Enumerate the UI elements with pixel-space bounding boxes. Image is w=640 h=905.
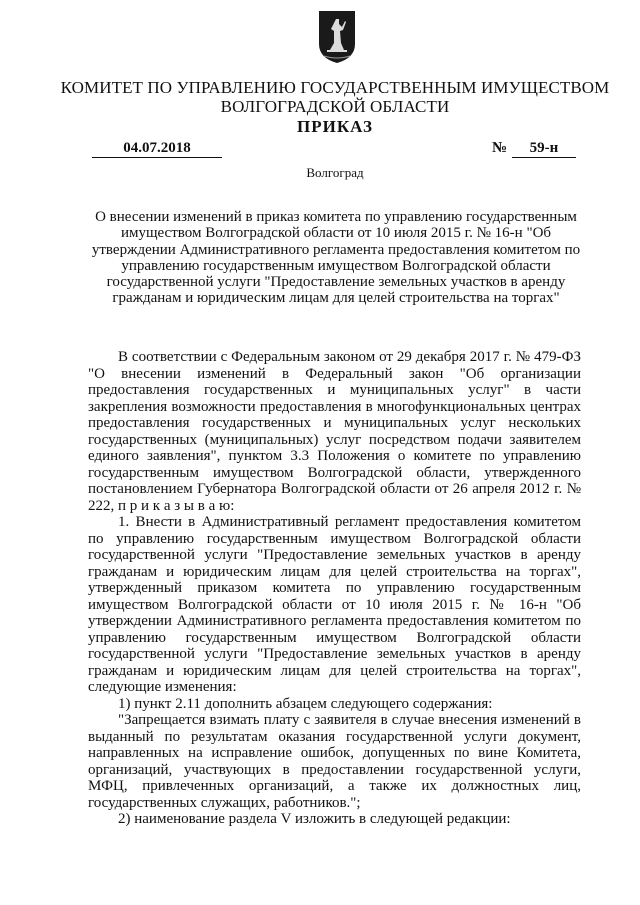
document-number: 59-н (512, 139, 576, 158)
body-paragraph-2: 1. Внести в Административный регламент предоставления комитетом по управлению государственным имуществом Волгоградской области государственной услуги "Предоставление земельных участков в аренду гражданам и юридическим лицам для целей строительства на торгах", утвержденный приказом комитета по управлению государственным имуществом Волгоградской области от 10 июля 2015 г. № 16-н "Об утверждении Административного регламента предоставления комитетом по управлению государственным имуществом Волгоградской области государственной услуги "Предоставление земельных участков в аренду гражданам и юридическим лицам для целей строительства на торгах", следующие изменения: (88, 514, 581, 695)
document-number-label: № (492, 140, 508, 156)
body-paragraph-5: 2) наименование раздела V изложить в следующей редакции: (118, 811, 511, 827)
document-type: ПРИКАЗ (297, 117, 373, 136)
body-paragraph-3: 1) пункт 2.11 дополнить абзацем следующего содержания: (118, 695, 493, 712)
body-paragraph-1: В соответствии с Федеральным законом от 29 декабря 2017 г. № 479-ФЗ "О внесении изменений в Федеральный закон "Об организации предоставления государственных и муниципальных услуг" в части закрепления возможности предоставления в многофункциональных центрах предоставления государственных и муниципальных услуг нескольких государственных (муниципальных) услуг посредством подачи заявителем единого заявления", пунктом 3.3 Положения о комитете по управлению государственным имуществом Волгоградской области, утвержденного постановлением Губернатора Волгоградской области от 26 апреля 2012 г. № 222, п р и к а з ы в а ю: (88, 349, 581, 514)
organization-name (60, 78, 610, 116)
document-subject: О внесении изменений в приказ комитета по управлению государственным имуществом Волгоградской области от 10 июля 2015 г. № 16-н "Об утверждении Административного регламента предоставления комитетом по управлению государственным имуществом Волгоградской области государственной услуги "Предоставление земельных участков в аренду гражданам и юридическим лицам для целей строительства на торгах" (91, 209, 581, 307)
document-city: Волгоград (306, 165, 364, 180)
organization-name-line2: ВОЛГОГРАДСКОЙ ОБЛАСТИ (220, 97, 450, 116)
body-paragraph-4: "Запрещается взимать плату с заявителя в случае внесения изменений в выданный по результатам оказания государственной услуги документ, направленных на исправление ошибок, допущенных по вине Комитета, организаций, участвующих в предоставлении государственной услуги, МФЦ, привлеченных организаций, а также их должностных лиц, государственных служащих, работников."; (88, 712, 581, 811)
volgograd-emblem-icon (318, 10, 356, 64)
document-date: 04.07.2018 (92, 139, 222, 158)
organization-name-line1: КОМИТЕТ ПО УПРАВЛЕНИЮ ГОСУДАРСТВЕННЫМ ИМУЩЕСТВОМ (60, 78, 610, 97)
document-body (88, 349, 581, 828)
